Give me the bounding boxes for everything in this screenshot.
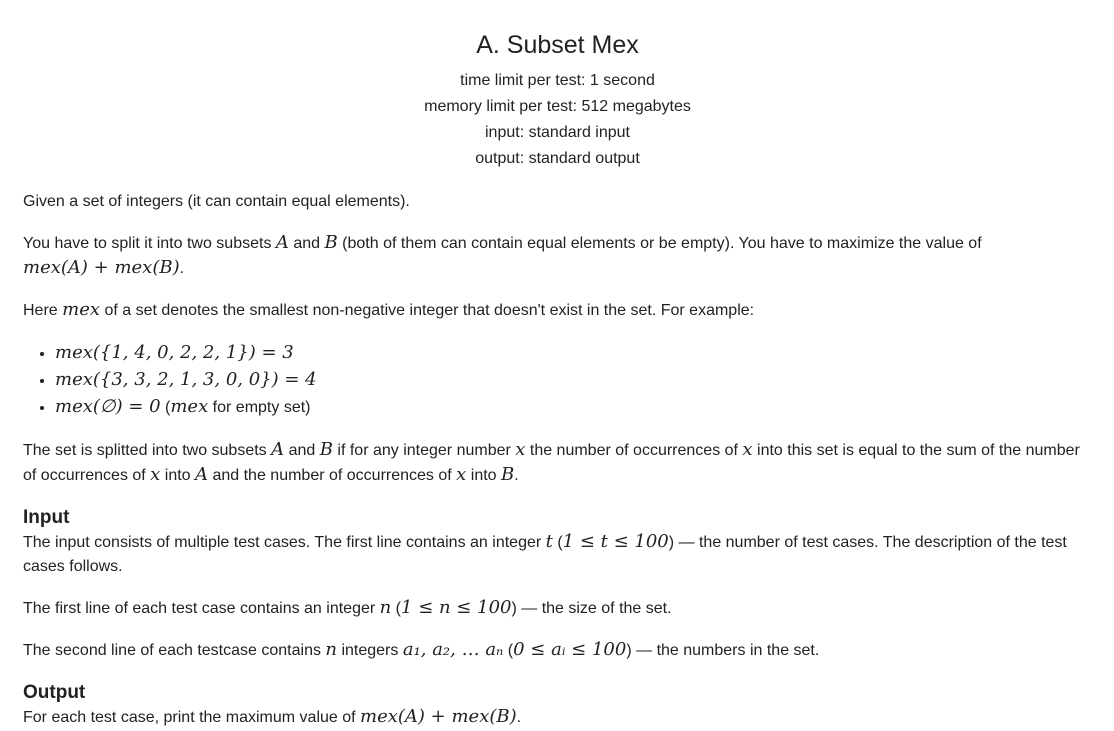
math-n: n [325,639,337,660]
math-A: A [275,232,289,253]
text: ( [160,399,171,416]
math-mex: mex [62,299,100,320]
math-t-range: 1 ≤ t ≤ 100 [562,531,669,552]
input-section [23,506,1092,663]
text: into [466,467,501,484]
text: ( [552,534,563,551]
input-heading: Input [23,507,70,528]
text: for empty set) [208,399,311,416]
text: the number of occurrences of [525,442,743,459]
math-x: x [742,439,753,460]
output-paragraph-1 [23,705,1092,730]
output-section [23,681,1092,730]
text: integers [337,642,403,659]
output-file: output: standard output [475,150,640,167]
input-file: input: standard input [485,124,630,141]
math-x: x [456,464,467,485]
text: (both of them can contain equal elements or be empty). You have to maximize the value of [337,235,982,252]
math-a-range: 0 ≤ aᵢ ≤ 100 [513,639,627,660]
text: and [284,442,320,459]
math-mex-sum: mex(A) + mex(B) [23,257,180,278]
text: of a set denotes the smallest non-negative integer that doesn't exist in the set. For example: [100,302,755,319]
list-item [55,340,1092,367]
text: The input consists of multiple test cases. The first line contains an integer [23,534,546,551]
problem-header [23,0,1092,172]
math-A: A [271,439,285,460]
math-t: t [545,531,553,552]
math-B: B [319,439,333,460]
text: . [516,709,522,726]
math-x: x [150,464,161,485]
text: and the number of occurrences of [208,467,457,484]
math-example-3: mex(∅) = 0 [55,396,161,417]
text: and [288,235,325,252]
text: if for any integer number [332,442,516,459]
statement-paragraph-4 [23,438,1092,488]
math-B: B [324,232,338,253]
math-n: n [379,597,392,618]
math-mex-sum: mex(A) + mex(B) [360,706,517,727]
input-paragraph-3 [23,638,1092,663]
text: The set is splitted into two subsets [23,442,272,459]
text: You have to split it into two subsets [23,235,276,252]
text: ( [503,642,514,659]
text: ( [391,600,402,617]
math-B: B [501,464,515,485]
math-A: A [195,464,209,485]
text: into this set is equal to the sum of the number of occurrences of [23,442,1080,484]
text: ) — the numbers in the set. [626,642,820,659]
text: ) — the number of test cases. The description of the test cases follows. [23,534,1067,575]
text: into [160,467,196,484]
text: The first line of each test case contains an integer [23,600,380,617]
memory-limit: memory limit per test: 512 megabytes [424,98,691,115]
list-item [55,394,1092,421]
text: ) — the size of the set. [511,600,672,617]
statement-paragraph-2 [23,231,1092,281]
input-paragraph-1 [23,530,1092,579]
problem-statement [23,190,1092,488]
statement-paragraph-3 [23,298,1092,323]
time-limit: time limit per test: 1 second [460,72,655,89]
problem-title: A. Subset Mex [476,31,639,59]
math-mex: mex [170,396,209,417]
math-sequence: a₁, a₂, … aₙ [402,639,504,660]
text: . [514,467,519,484]
mex-examples-list [23,340,1092,421]
text: . [179,260,185,277]
math-example-2: mex({3, 3, 2, 1, 3, 0, 0}) = 4 [55,369,317,390]
math-example-1: mex({1, 4, 0, 2, 2, 1}) = 3 [55,342,294,363]
input-paragraph-2 [23,596,1092,621]
statement-paragraph-1: Given a set of integers (it can contain equal elements). [23,193,410,210]
text: Here [23,302,63,319]
text: For each test case, print the maximum value of [23,709,361,726]
output-heading: Output [23,682,86,703]
math-n-range: 1 ≤ n ≤ 100 [401,597,512,618]
text: The second line of each testcase contains [23,642,326,659]
list-item [55,367,1092,394]
math-x: x [515,439,526,460]
